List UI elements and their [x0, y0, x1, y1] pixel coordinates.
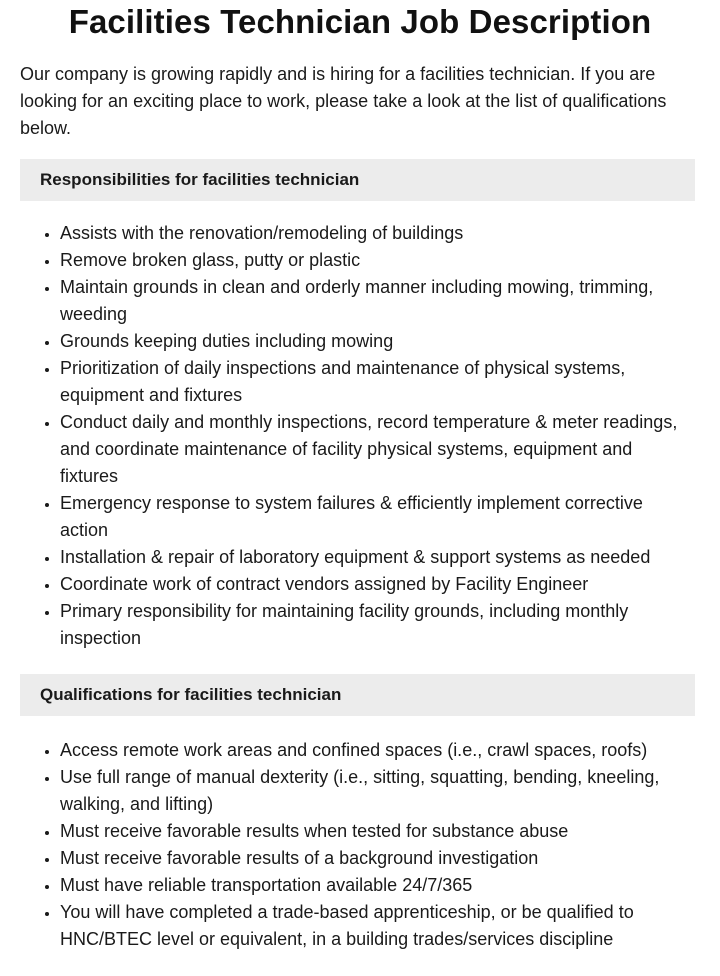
list-item: • Emergency response to system failures & efficiently implement corrective action — [60, 490, 695, 544]
list-item: • Grounds keeping duties including mowing — [60, 328, 695, 355]
page-title: Facilities Technician Job Description — [68, 3, 652, 40]
list-item: • Maintain grounds in clean and orderly manner including mowing, trimming, weeding — [60, 274, 695, 328]
list-item: • Installation & repair of laboratory equipment & support systems as needed — [60, 544, 695, 571]
list-item: • Assists with the renovation/remodeling of buildings — [60, 220, 695, 247]
qualifications-heading: Qualifications for facilities technician — [20, 674, 695, 716]
list-item: • Must receive favorable results of a background investigation — [60, 845, 695, 872]
qualifications-list — [20, 737, 695, 953]
responsibilities-heading: Responsibilities for facilities technician — [20, 159, 695, 201]
list-item: • You will have completed a trade-based apprenticeship, or be qualified to HNC/BTEC level or equivalent, in a building trades/services discipline — [60, 899, 695, 953]
list-item: • Coordinate work of contract vendors assigned by Facility Engineer — [60, 571, 695, 598]
list-item: • Must have reliable transportation available 24/7/365 — [60, 872, 695, 899]
list-item: • Remove broken glass, putty or plastic — [60, 247, 695, 274]
list-item: • Must receive favorable results when tested for substance abuse — [60, 818, 695, 845]
intro-paragraph: Our company is growing rapidly and is hiring for a facilities technician. If you are looking for an exciting place to work, please take a look at the list of qualifications below. — [20, 64, 667, 138]
list-item: • Access remote work areas and confined spaces (i.e., crawl spaces, roofs) — [60, 737, 695, 764]
list-item: • Prioritization of daily inspections and maintenance of physical systems, equipment and fixtures — [60, 355, 695, 409]
list-item: • Conduct daily and monthly inspections, record temperature & meter readings, and coordinate maintenance of facility physical systems, equipment and fixtures — [60, 409, 695, 490]
list-item: • Use full range of manual dexterity (i.e., sitting, squatting, bending, kneeling, walking, and lifting) — [60, 764, 695, 818]
list-item: • Primary responsibility for maintaining facility grounds, including monthly inspection — [60, 598, 695, 652]
responsibilities-list — [20, 220, 695, 652]
